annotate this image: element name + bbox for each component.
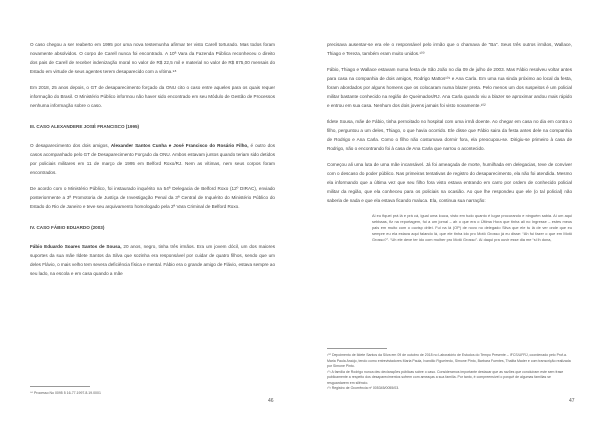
- paragraph-text: é outro dos casos acompanhado pelo GT de Desaparecimento Forçado da ONU. Ambos estavam juntos quando teriam sido detidos por policiais militares em 11 de março de 1995 em Belford Roxo/RJ. Nem as vítimas, nem seus corpos foram encontrados.: [30, 143, 276, 175]
- footnotes: [327, 348, 572, 392]
- block-quote: Ai eu fiquei prá lá e prá cá, igual uma louca, visto em tudo quanto é lugar procurando e ninguém sabia. Aí um aqui sebbaas, fiz na reportagem, fui a um jornal – ah o que era o Última Hora que tinha ali no Ingresse – estes meus pais em muito com o ouvisp drilei. Fui na lá (OP) de novo no delegado Silva que ele tu lá de ver onde que eu sempre eu ela estava aqui falando lá, que ele tinha ido pro Motô Grosso já eu disse: “Ah fui fazer o que em Motô Grosso?”. “Uh ele deve ter ido com mulher pro Motô Grosso”. Aí daqui pra ouvir esse dia me “si lh dona,: [372, 213, 572, 242]
- paragraph: Ildete Sousa, mãe de Fábio, tinha pernoitado no hospital com uma irmã doente. Ao chegar em casa no dia em contra o filho, perguntou a um deles, Thiago, o que havia ocorrido. Ele disse que Fábio saira da festa antes dele na companhia de Rodrigo e Ana Carla. Como o filho não costumava dormir fora, ela preocupou-se. Dirigiu-se primeiro à casa de Rodrigo, não o encontrando foi à casa de Ana Carla que narrou o acontecido.: [327, 119, 572, 151]
- section-heading: IV. CASO FÁBIO EDUARDO (2003): [30, 225, 105, 230]
- page-number: 47: [569, 398, 575, 404]
- section-heading: III. CASO ALEXANDERE JOSÉ FRANCISCO (1995): [30, 124, 140, 129]
- footnote-rule: [327, 348, 387, 349]
- paragraph-text: O desaparecimento dos dois amigos,: [30, 143, 109, 148]
- victim-name: Fábio Eduardo Soares Santos de Sousa,: [30, 244, 122, 249]
- footnote: ¹⁰⁰ Depoimento de Ildete Santos da Silva em 09 de outubro de 2018 no Laboratório de Estudos do Tempo Presente – IFCS/UFRJ, coordenado pelo Prof.a. Maria Paula Araújo, tendo como entrevistadores Maria Paula, Ivandilo Figueiredo, Simone Pinto, Barbara Fuentes, Thalita Mader e com transcrição realizada por Simone Pinto.: [327, 353, 571, 368]
- footnote: ⁹⁸ Processo No 0095 5 16-77.1997.8.19.0001: [30, 391, 101, 395]
- paragraph: precisava ausentar-se era ele o responsável pelo irmão que o chamava de "Ba". Seus três outros irmãos, Wallace, Thiago e Tereza, também eram muito unidos.¹⁰⁰: [327, 42, 572, 56]
- paragraph: De acordo com o Ministério Público, foi instaurado inquérito na 54ª Delegacia de Belford Roxo (12º DIRAC), enviado posteriormente a 3ª Promotoria de Justiça de Investigação Penal da 3ª Central de Inquérito do Ministério Público do Estado do Rio de Janeiro e teve seu arquivamento homologado pela 2ª Vara Criminal de Belford Roxo.: [30, 186, 275, 209]
- footnote: ¹⁰¹ A família de Rodrigo nunca deu declarações públicas sobre o caso. Consideramos importante destacar que as razões que concluíram este sem frase publicamente a respeito dos desaparecimentos sofrem com ameaças a sua família. Por tanto, é compreensível o porquê de algumas famílias se resguardarem em silêncio.: [327, 369, 564, 385]
- paragraph: O caso chegou a ser reaberto em 1995 por uma nova testemunha afirmar ter visto Carell torturado. Mas todos foram novamente absolvidos. O corpo de Carell nunca foi encontrado. A 10ª Vara da Fazenda Pública reconheceu o direito dos pais de Carell de receber indenização moral no valor de R$ 22,5 mil e material no valor de R$ 875,00 mensais do Estado em virtude de seus agentes terem desaparecido com a vítima.⁹⁸: [30, 42, 275, 74]
- footnote-rule: [30, 386, 90, 387]
- paragraph: [30, 242, 275, 278]
- paragraph-text: 20 anos, negro, tinha três irmãos. Era um jovem dócil, um dos maiores suportes da sua mãe Ildete Santos da Silva que sozinha era responsável por cuidar de quatro filhos, sendo que um deles Flávio, o mais velho tem severa deficiência física e mental. Fábio era o grande amigo de Flávio, estava sempre ao seu lado, na escola e em casa quando a mãe: [30, 244, 275, 276]
- paragraph: [30, 141, 275, 177]
- footnotes: [30, 386, 275, 397]
- paragraph: Fábio, Thiago e Wallace estavam numa festa de São João no dia 09 de julho de 2003. Mas Fábio resolveu voltar antes para casa na companhia de dois amigos, Rodrigo Mattos¹⁰¹ e Ana Carla. Em uma rua sinda próximo ao local da festa, foram abordados por alguns homens que os colocaram numa blazer preta. Pelo menos um dos suspeitos é um policial militar bastante conhecido na região de Queimados/RJ. Ana Carla quando viu a blazer se aproximar andou mais rápido e entrou em sua casa. Nenhum dos dois jovens jamais foi visto novamente.¹⁰²: [327, 67, 572, 108]
- paragraph: Começou ali uma luta de uma mãe incansável. Já foi ameaçada de morte, humilhada em delegacias, teve de conviver com o descaso do poder público. Nas primeiras tentativas de registro do desaparecimento, ela não foi atendida. Mesmo ela informando que a última vez que seu filho fora visto estava entrando em carro por ordem de conhecido policial militar da região, que ela conheceu para os policiais na ocasião. Ao que lhe respondeu que ele (o tal policial) não saberia de nada e que ela estava ficando maluca. Ela, continua sua narração:: [327, 162, 572, 203]
- victim-names: Alexander Santos Cunha e José Francisco do Rosário Filho,: [110, 143, 249, 148]
- page-number: 46: [268, 398, 274, 404]
- left-text-column: [30, 40, 275, 285]
- paragraph: Em 2018, 25 anos depois, o GT de desaparecimento forçado da ONU cito o caso entre aqueles para os quais requer informação do Brasil. O Ministério Público informou não haver sido encontrado em seu Módulo de Gestão de Processos nenhuma informação sobre o caso.: [30, 85, 275, 108]
- right-text-column: [327, 40, 572, 243]
- footnote: ¹⁰² Registro de Ocorrência nº 005345/0055/03.: [327, 386, 400, 390]
- right-page: [300, 0, 600, 424]
